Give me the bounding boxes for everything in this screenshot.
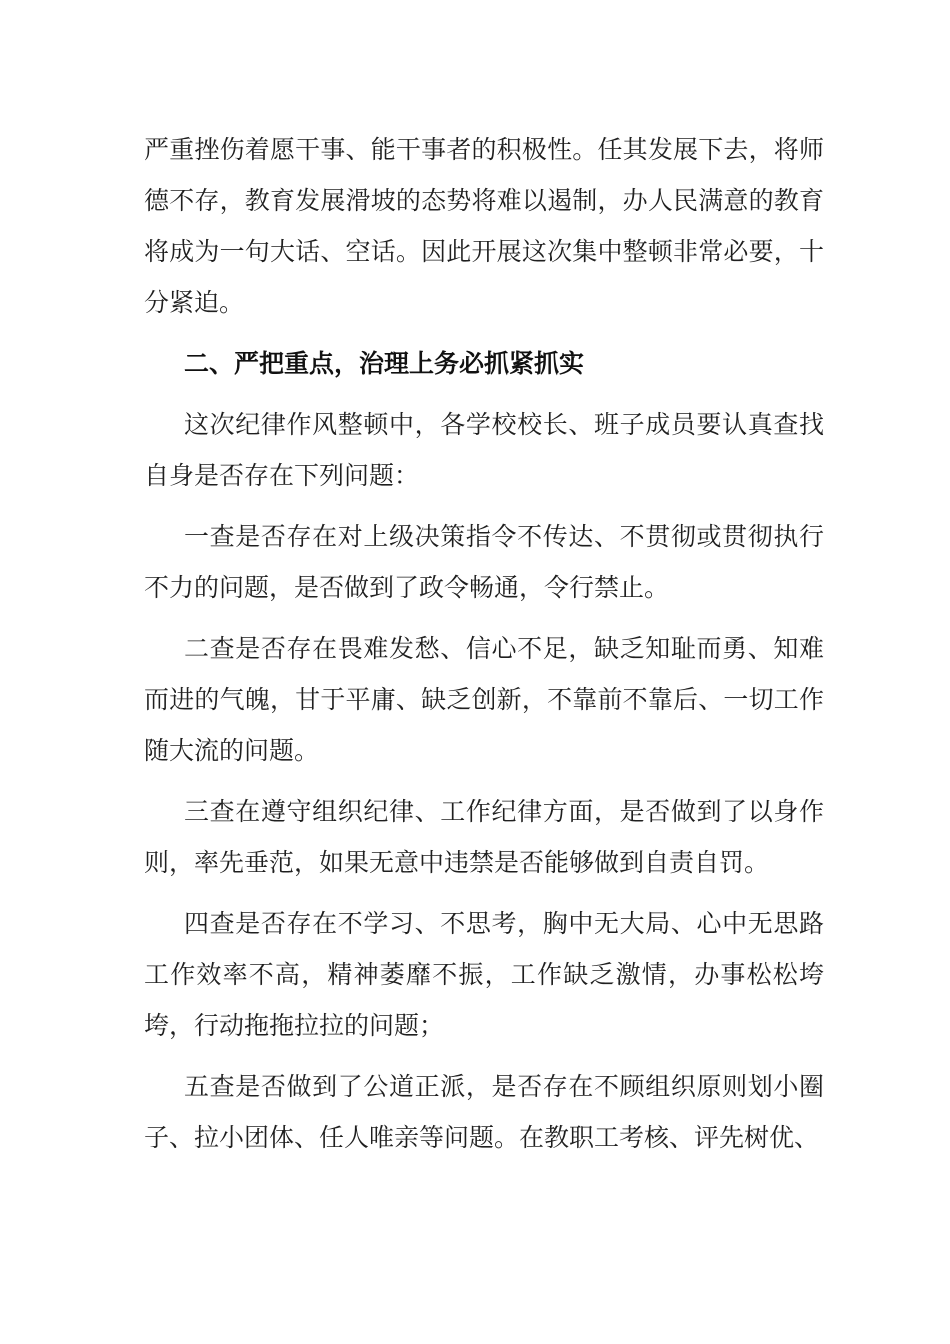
paragraph-check-3: 三查在遵守组织纪律、工作纪律方面，是否做到了以身作则，率先垂范，如果无意中违禁是否能够做到自责自罚。: [144, 797, 824, 877]
paragraph-continuation: 严重挫伤着愿干事、能干事者的积极性。任其发展下去，将师德不存，教育发展滑坡的态势将难以遏制，办人民满意的教育将成为一句大话、空话。因此开展这次集中整顿非常必要，十分紧迫。: [144, 135, 824, 317]
section-heading: 二、严把重点，治理上务必抓紧抓实: [184, 349, 585, 378]
paragraph-check-2: 二查是否存在畏难发愁、信心不足，缺乏知耻而勇、知难而进的气魄，甘于平庸、缺乏创新，不靠前不靠后、一切工作随大流的问题。: [144, 634, 824, 765]
paragraph-intro: 这次纪律作风整顿中，各学校校长、班子成员要认真查找自身是否存在下列问题：: [144, 410, 824, 490]
paragraph-check-1: 一查是否存在对上级决策指令不传达、不贯彻或贯彻执行不力的问题，是否做到了政令畅通，令行禁止。: [144, 522, 824, 602]
paragraph-check-4: 四查是否存在不学习、不思考，胸中无大局、心中无思路工作效率不高，精神萎靡不振，工作缺乏激情，办事松松垮垮，行动拖拖拉拉的问题；: [144, 909, 824, 1040]
document-body: [144, 124, 824, 1173]
paragraph-check-5: 五查是否做到了公道正派，是否存在不顾组织原则划小圈子、拉小团体、任人唯亲等问题。在教职工考核、评先树优、: [144, 1072, 824, 1152]
